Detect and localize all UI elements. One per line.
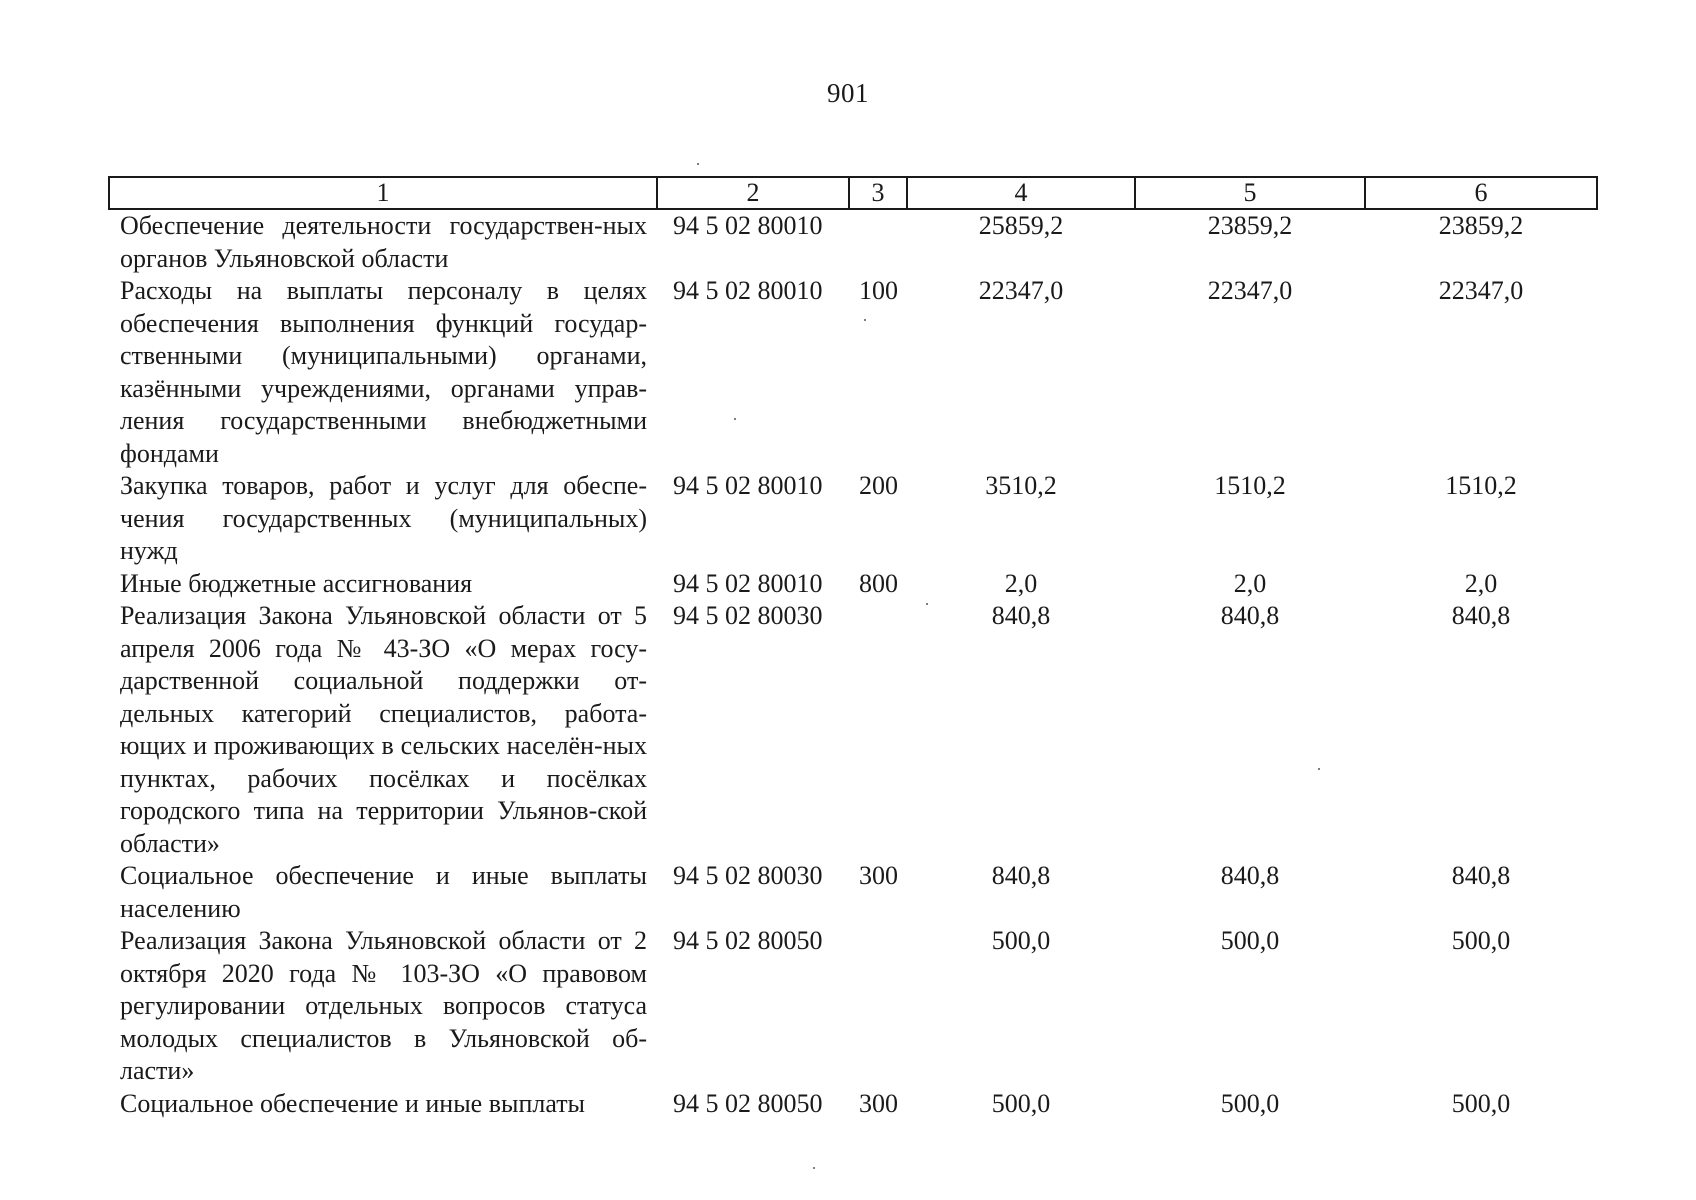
row-value-5: 2,0: [1233, 568, 1267, 598]
budget-table: [108, 176, 1598, 1120]
table-row: [109, 1088, 1597, 1121]
row-value-6: 500,0: [1451, 926, 1511, 955]
table-row: [109, 600, 1597, 860]
row-name: Обеспечение деятельности государствен-ных органов Ульяновской области: [120, 211, 647, 273]
table-body: [109, 209, 1597, 1120]
row-value-5: 500,0: [1220, 926, 1280, 955]
row-name: Реализация Закона Ульяновской области от 5 апреля 2006 года № 43-ЗО «О мерах госу-дарственной социальной поддержки от-дельных категорий специалистов, работа-ющих и проживающих в сельских населён-ных пунктах, рабочих посёлках и посёлках городского типа на территории Ульянов-ской области»: [120, 601, 647, 858]
row-value-6: 500,0: [1451, 1088, 1511, 1118]
row-value-4: 22347,0: [978, 276, 1064, 305]
header-col-3: 3: [849, 177, 907, 209]
row-code: 94 5 02 80030: [673, 601, 823, 630]
row-value-6: 23859,2: [1438, 211, 1524, 240]
row-expense-type: 100: [859, 276, 898, 305]
row-name: Социальное обеспечение и иные выплаты населению: [120, 861, 647, 923]
row-code: 94 5 02 80050: [673, 926, 823, 955]
header-row: [109, 177, 1597, 209]
scan-speck: [734, 418, 736, 420]
row-expense-type: [849, 209, 907, 275]
table-row: [109, 275, 1597, 470]
row-name: Иные бюджетные ассигнования: [120, 568, 473, 598]
row-name: Закупка товаров, работ и услуг для обеспе-чения государственных (муниципальных) нужд: [120, 471, 647, 565]
row-expense-type: [849, 600, 907, 860]
row-value-4: 500,0: [991, 1088, 1051, 1118]
table-row: [109, 209, 1597, 275]
row-value-6: 1510,2: [1445, 471, 1517, 500]
row-value-4: 2,0: [1004, 568, 1038, 598]
row-code: 94 5 02 80010: [673, 211, 823, 240]
row-expense-type: 200: [859, 471, 898, 500]
row-value-6: 2,0: [1464, 568, 1498, 598]
row-code: 94 5 02 80010: [673, 471, 823, 500]
row-code: 94 5 02 80010: [673, 568, 823, 598]
row-expense-type: 300: [859, 1088, 898, 1118]
row-value-6: 840,8: [1451, 601, 1511, 630]
scan-speck: [813, 1167, 815, 1169]
table-row: [109, 470, 1597, 568]
header-col-2: 2: [657, 177, 849, 209]
row-code: 94 5 02 80030: [673, 861, 823, 890]
row-value-6: 840,8: [1451, 861, 1511, 890]
header-col-1: 1: [109, 177, 657, 209]
scan-speck: [926, 603, 928, 605]
row-name: Расходы на выплаты персоналу в целях обеспечения выполнения функций государ-ственными (муниципальными) органами, казёнными учреждениями, органами управ-ления государственными внебюджетными фондами: [120, 276, 647, 468]
row-value-5: 500,0: [1220, 1088, 1280, 1118]
row-code: 94 5 02 80050: [673, 1088, 823, 1118]
row-expense-type: 800: [859, 568, 898, 598]
row-value-4: 3510,2: [985, 471, 1057, 500]
row-name: Социальное обеспечение и иные выплаты: [120, 1088, 586, 1118]
row-value-4: 840,8: [991, 861, 1051, 890]
row-value-5: 840,8: [1220, 861, 1280, 890]
table-row: [109, 925, 1597, 1088]
row-value-5: 1510,2: [1214, 471, 1286, 500]
page-number: 901: [827, 78, 869, 108]
row-value-5: 840,8: [1220, 601, 1280, 630]
scan-speck: [1318, 768, 1320, 770]
row-value-4: 500,0: [991, 926, 1051, 955]
row-expense-type: 300: [859, 861, 898, 890]
budget-table-container: [108, 176, 1596, 1120]
scan-speck: [697, 163, 699, 165]
row-value-4: 840,8: [991, 601, 1051, 630]
table-row: [109, 860, 1597, 925]
header-col-4: 4: [907, 177, 1135, 209]
header-col-5: 5: [1135, 177, 1365, 209]
table-row: [109, 568, 1597, 601]
row-value-5: 22347,0: [1207, 276, 1293, 305]
row-value-5: 23859,2: [1207, 211, 1293, 240]
row-value-6: 22347,0: [1438, 276, 1524, 305]
scan-speck: [864, 319, 866, 321]
row-expense-type: [849, 925, 907, 1088]
table-header: [109, 177, 1597, 209]
row-code: 94 5 02 80010: [673, 276, 823, 305]
row-name: Реализация Закона Ульяновской области от 2 октября 2020 года № 103-ЗО «О правовом регулировании отдельных вопросов статуса молодых специалистов в Ульяновской об-ласти»: [120, 926, 647, 1085]
row-value-4: 25859,2: [978, 211, 1064, 240]
header-col-6: 6: [1365, 177, 1597, 209]
